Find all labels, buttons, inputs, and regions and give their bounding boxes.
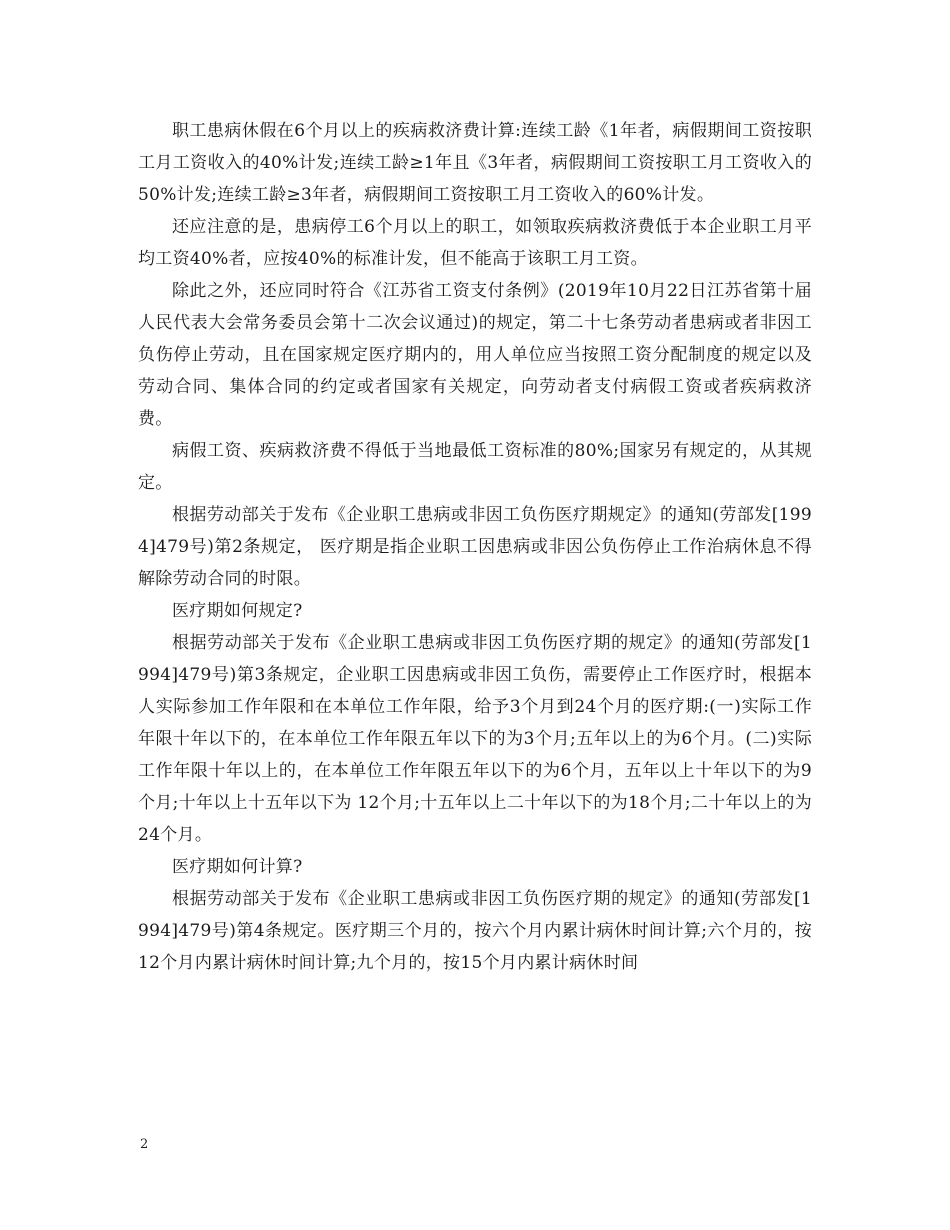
paragraph-minimum-wage-80-percent: 病假工资、疾病救济费不得低于当地最低工资标准的80%;国家另有规定的，从其规定。 bbox=[138, 441, 812, 493]
document-body bbox=[138, 115, 812, 979]
paragraph-medical-period-definition: 根据劳动部关于发布《企业职工患病或非因工负伤医疗期规定》的通知(劳部发[1994]479号)第2条规定， 医疗期是指企业职工因患病或非因公负伤停止工作治病休息不得解除劳动合同的时限。 bbox=[138, 505, 812, 589]
paragraph-relief-minimum-note: 还应注意的是，患病停工6个月以上的职工，如领取疾病救济费低于本企业职工月平均工资40%者，应按40%的标准计发，但不能高于该职工月工资。 bbox=[138, 217, 812, 269]
heading-medical-period-calculation: 医疗期如何计算? bbox=[172, 857, 303, 877]
page-number: 2 bbox=[140, 1137, 149, 1152]
paragraph-sick-leave-relief-calculation: 职工患病休假在6个月以上的疾病救济费计算:连续工龄《1年者，病假期间工资按职工月工资收入的40%计发;连续工龄≥1年且《3年者，病假期间工资按职工月工资收入的50%计发;连续工龄≥3年者，病假期间工资按职工月工资收入的60%计发。 bbox=[138, 121, 812, 205]
paragraph-jiangsu-wage-regulation: 除此之外，还应同时符合《江苏省工资支付条例》(2019年10月22日江苏省第十届人民代表大会常务委员会第十二次会议通过)的规定，第二十七条劳动者患病或者非因工负伤停止劳动，且在国家规定医疗期内的，用人单位应当按照工资分配制度的规定以及劳动合同、集体合同的约定或者国家有关规定，向劳动者支付病假工资或者疾病救济费。 bbox=[138, 281, 812, 429]
paragraph-medical-period-article-4: 根据劳动部关于发布《企业职工患病或非因工负伤医疗期的规定》的通知(劳部发[1994]479号)第4条规定。医疗期三个月的，按六个月内累计病休时间计算;六个月的，按12个月内累计病休时间计算;九个月的，按15个月内累计病休时间 bbox=[138, 889, 812, 973]
heading-medical-period-rules: 医疗期如何规定? bbox=[172, 601, 303, 621]
paragraph-medical-period-article-3: 根据劳动部关于发布《企业职工患病或非因工负伤医疗期的规定》的通知(劳部发[1994]479号)第3条规定，企业职工因患病或非因工负伤，需要停止工作医疗时，根据本人实际参加工作年限和在本单位工作年限，给予3个月到24个月的医疗期:(一)实际工作年限十年以下的，在本单位工作年限五年以下的为3个月;五年以上的为6个月。(二)实际工作年限十年以上的，在本单位工作年限五年以下的为6个月，五年以上十年以下的为9个月;十年以上十五年以下为 12个月;十五年以上二十年以下的为18个月;二十年以上的为24个月。 bbox=[138, 633, 812, 845]
